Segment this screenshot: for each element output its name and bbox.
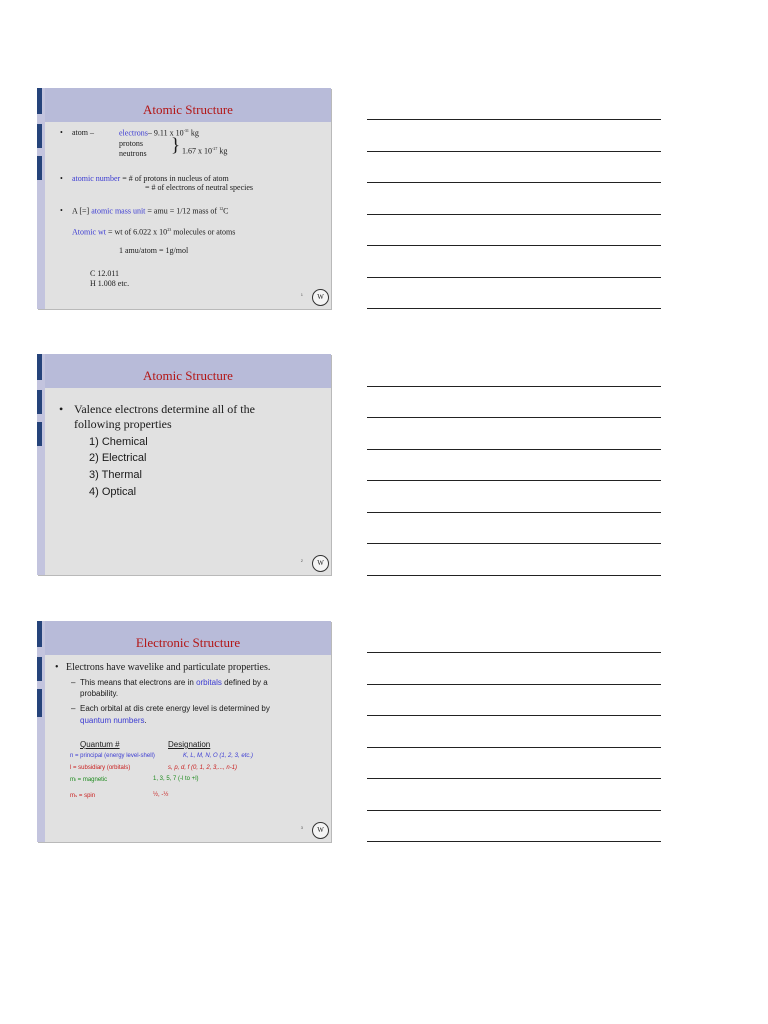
note-line xyxy=(367,810,661,811)
note-line xyxy=(367,778,661,779)
atomic-number-line xyxy=(72,174,229,183)
nucleon-exp: -27 xyxy=(212,146,218,151)
electrons-exp: -31 xyxy=(183,128,189,133)
slide-sidebar xyxy=(37,88,45,309)
slide-title: Atomic Structure xyxy=(143,368,233,383)
note-line xyxy=(367,652,661,653)
slide-number: 2 xyxy=(300,558,303,563)
note-line xyxy=(367,151,661,152)
university-logo-icon: W xyxy=(312,822,329,839)
orbitals-text-end: defined by a xyxy=(221,678,268,687)
quantum-numbers-end: . xyxy=(144,716,147,725)
note-line xyxy=(367,841,661,842)
note-line xyxy=(367,575,661,576)
electrons-bullet: Electrons have wavelike and particulate properties. xyxy=(66,662,271,673)
quantum-row-name: mₛ = spin xyxy=(70,793,96,799)
property-item: 4) Optical xyxy=(89,486,137,498)
atomic-number-term: atomic number xyxy=(72,174,121,183)
protons-term: protons xyxy=(119,139,143,148)
slide-3 xyxy=(37,621,331,842)
electrons-line xyxy=(119,128,199,138)
neutrons-term: neutrons xyxy=(119,149,147,158)
sub-bullet-dash: – xyxy=(71,704,76,713)
quantum-row-name: l = subsidiary (orbitals) xyxy=(70,765,131,771)
quantum-col-header: Quantum # xyxy=(80,740,120,749)
orbitals-text: This means that electrons are in xyxy=(80,678,197,687)
energy-level-line: Each orbital at dis crete energy level is determined by xyxy=(80,704,270,713)
note-line xyxy=(367,715,661,716)
note-line xyxy=(367,245,661,246)
nucleon-unit: kg xyxy=(217,146,228,156)
note-line xyxy=(367,512,661,513)
amu-def: = amu = 1/12 mass of xyxy=(145,206,220,216)
note-line xyxy=(367,386,661,387)
slide-title: Electronic Structure xyxy=(135,635,241,650)
slide-1 xyxy=(37,88,331,309)
orbitals-line xyxy=(80,678,268,687)
note-line xyxy=(367,182,661,183)
quantum-numbers-term: quantum numbers xyxy=(80,716,145,725)
property-item: 1) Chemical xyxy=(89,436,148,448)
note-line xyxy=(367,449,661,450)
sub-bullet-dash: – xyxy=(71,678,76,687)
quantum-row-value: s, p, d, f (0, 1, 2, 3,..., n-1) xyxy=(168,765,238,771)
quantum-numbers-line xyxy=(80,716,147,725)
slide-sidebar xyxy=(37,621,45,842)
atomic-number-def-2: = # of electrons of neutral species xyxy=(145,183,254,192)
quantum-row-value: 1, 3, 5, 7 (-l to +l) xyxy=(153,776,199,782)
atomic-wt-def: = wt of 6.022 x 10 xyxy=(106,227,168,237)
sidebar-accent-bar xyxy=(37,88,42,114)
nucleon-mass-value: 1.67 x 10 xyxy=(182,146,212,156)
note-line xyxy=(367,684,661,685)
property-item: 2) Electrical xyxy=(89,452,147,464)
bullet: • xyxy=(55,662,59,673)
note-line xyxy=(367,747,661,748)
note-line xyxy=(367,417,661,418)
amu-sup: 12 xyxy=(219,206,224,211)
amu-term: atomic mass unit xyxy=(91,206,146,216)
orbitals-line-2: probability. xyxy=(80,689,119,698)
electrons-mass: – 9.11 x 10 xyxy=(147,128,184,138)
note-line xyxy=(367,119,661,120)
amu-prefix: A [=] xyxy=(72,206,92,216)
university-logo-icon: W xyxy=(312,289,329,306)
slide-sidebar xyxy=(37,354,45,575)
note-line xyxy=(367,543,661,544)
atomic-wt-exp: 23 xyxy=(167,227,172,232)
university-logo-icon: W xyxy=(312,555,329,572)
amu-mol: 1 amu/atom = 1g/mol xyxy=(119,246,189,255)
bullet: • xyxy=(60,206,63,215)
atomic-wt-term: Atomic wt xyxy=(72,227,106,237)
sidebar-accent-bar xyxy=(37,354,42,380)
note-line xyxy=(367,214,661,215)
electrons-term: electrons xyxy=(119,128,148,138)
nucleon-mass xyxy=(182,146,227,156)
sidebar-accent-bar xyxy=(37,390,42,414)
quantum-row-name: n = principal (energy level-shell) xyxy=(70,753,155,759)
atomic-number-def: = # of protons in nucleus of atom xyxy=(120,174,229,183)
bullet: • xyxy=(59,402,64,416)
amu-line xyxy=(72,206,228,216)
sidebar-accent-bar xyxy=(37,156,42,180)
note-line xyxy=(367,277,661,278)
slide-title: Atomic Structure xyxy=(143,102,233,117)
atom-label: atom – xyxy=(72,128,94,137)
carbon-weight: C 12.011 xyxy=(90,269,120,278)
sidebar-accent-bar xyxy=(37,689,42,717)
note-line xyxy=(367,480,661,481)
quantum-row-name: mₗ = magnetic xyxy=(70,777,108,783)
hydrogen-weight: H 1.008 etc. xyxy=(90,279,130,288)
atomic-wt-tail: molecules or atoms xyxy=(171,227,236,237)
property-item: 3) Thermal xyxy=(89,469,142,481)
quantum-row-value: K, L, M, N, O (1, 2, 3, etc.) xyxy=(183,753,254,759)
sidebar-accent-bar xyxy=(37,124,42,148)
sidebar-accent-bar xyxy=(37,422,42,446)
bullet: • xyxy=(60,174,63,183)
slide-number: 1 xyxy=(300,292,303,297)
slide-2 xyxy=(37,354,331,575)
valence-bullet: Valence electrons determine all of the following properties xyxy=(74,402,255,431)
amu-c: C xyxy=(223,206,229,216)
slide-number: 3 xyxy=(300,825,303,830)
quantum-row-value: ½, -½ xyxy=(153,792,169,798)
bullet: • xyxy=(60,128,63,137)
sidebar-accent-bar xyxy=(37,621,42,647)
brace: } xyxy=(171,135,181,156)
note-line xyxy=(367,308,661,309)
atomic-wt-line xyxy=(72,227,235,237)
electrons-unit: kg xyxy=(188,128,199,138)
designation-col-header: Designation xyxy=(168,740,211,749)
sidebar-accent-bar xyxy=(37,657,42,681)
orbitals-term: orbitals xyxy=(196,678,222,687)
